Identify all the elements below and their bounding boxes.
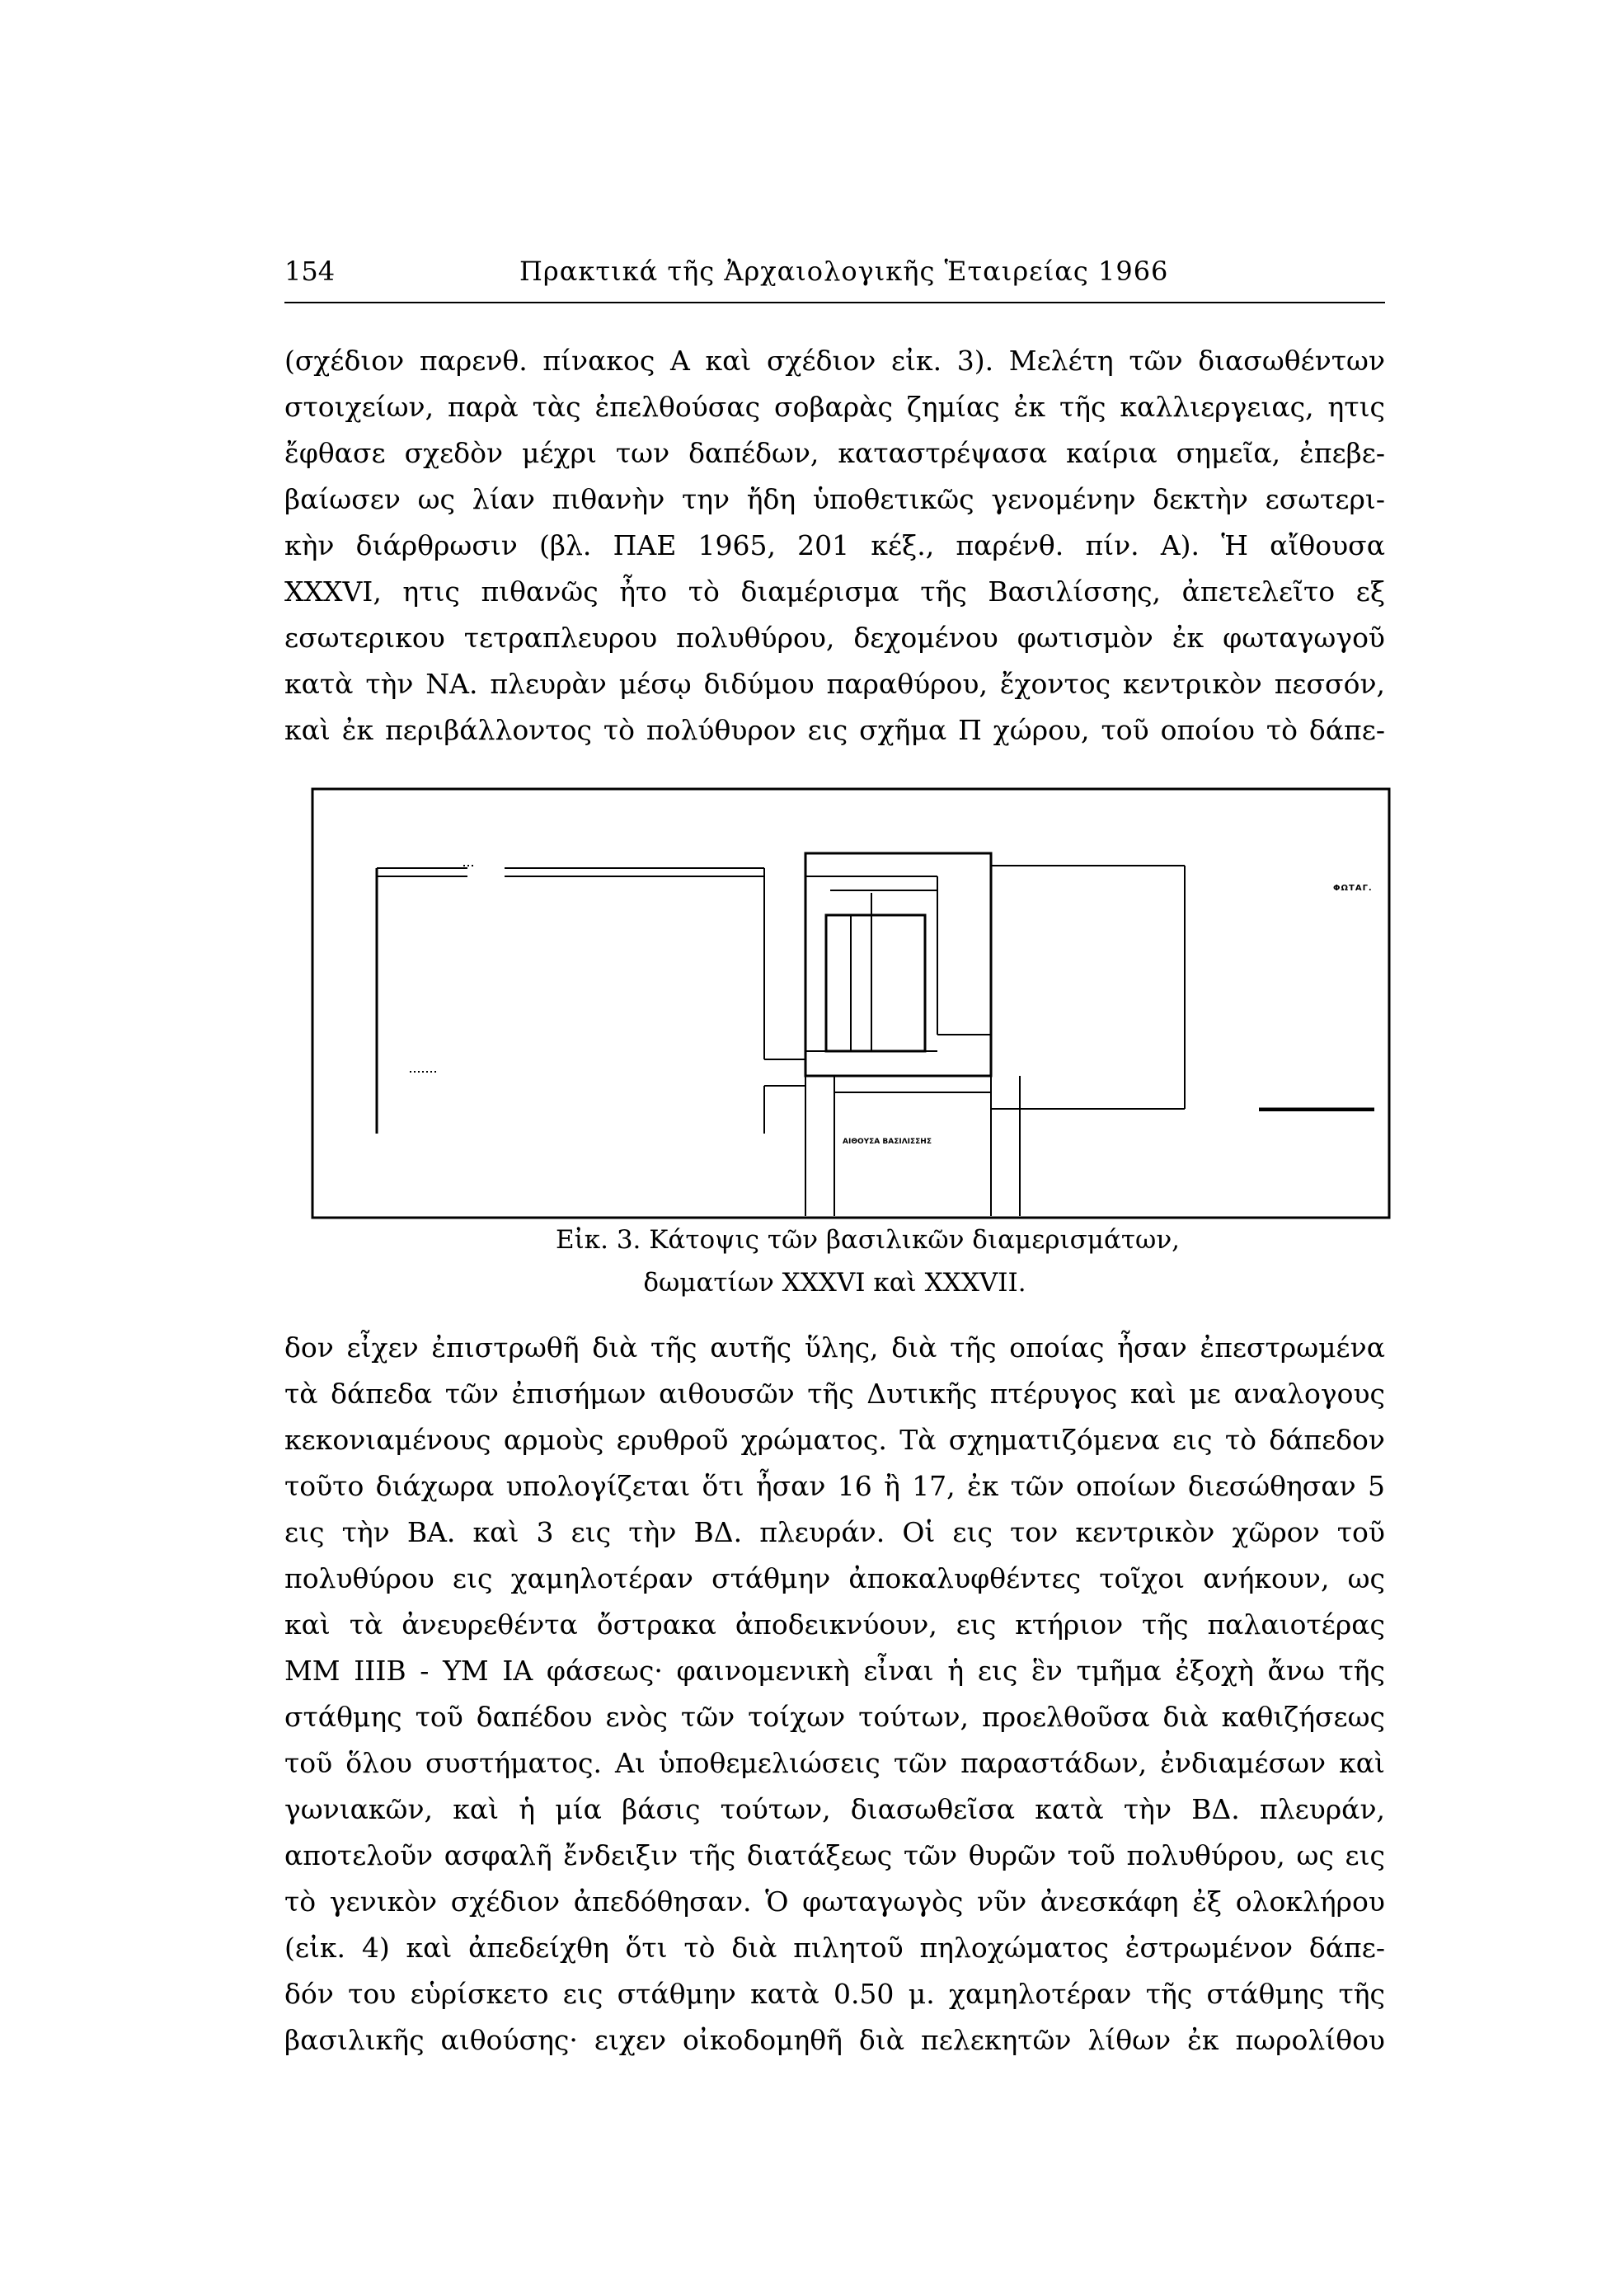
text-line: (εἰκ. 4) καὶ ἀπεδείχθη ὅτι τὸ διὰ πιλητοῦ πηλοχώματος ἐστρωμένον δάπε- bbox=[284, 1932, 1385, 1964]
paragraph-bottom bbox=[284, 1325, 1385, 2064]
text-line: κὴν διάρθρωσιν (βλ. ΠΑΕ 1965, 201 κέξ., παρένθ. πίν. Α). Ἡ αἴθουσα bbox=[284, 529, 1385, 561]
text-line: στάθμης τοῦ δαπέδου ενὸς τῶν τοίχων τούτων, προελθοῦσα διὰ καθιζήσεως bbox=[284, 1701, 1385, 1733]
text-line: καὶ τὰ ἀνευρεθέντα ὄστρακα ἀποδεικνύουν, εις κτήριον τῆς παλαιοτέρας bbox=[284, 1608, 1385, 1641]
page-header bbox=[284, 256, 1385, 297]
text-line: γωνιακῶν, καὶ ἡ μία βάσις τούτων, διασωθεῖσα κατὰ τὴν ΒΔ. πλευράν, bbox=[284, 1793, 1385, 1825]
caption-line-1: Εἰκ. 3. Κάτοψις τῶν βασιλικῶν διαμερισμάτων, bbox=[555, 1225, 1181, 1255]
text-line: ἔφθασε σχεδὸν μέχρι των δαπέδων, καταστρέψασα καίρια σημεῖα, ἐπεβε- bbox=[284, 437, 1385, 469]
text-line: τὰ δάπεδα τῶν ἐπισήμων αιθουσῶν τῆς Δυτικῆς πτέρυγος καὶ με αναλογους bbox=[284, 1378, 1385, 1410]
text-line: εσωτερικου τετραπλευρου πολυθύρου, δεχομένου φωτισμὸν ἐκ φωταγωγοῦ bbox=[284, 622, 1385, 654]
text-line: εις τὴν ΒΑ. καὶ 3 εις τὴν ΒΔ. πλευράν. Οἱ εις τον κεντρικὸν χῶρον τοῦ bbox=[284, 1516, 1385, 1548]
text-line: βαίωσεν ως λίαν πιθανὴν την ἤδη ὑποθετικῶς γενομένην δεκτὴν εσωτερι- bbox=[284, 483, 1385, 515]
text-line: ΜΜ ΙΙΙΒ - ΥΜ ΙΑ φάσεως· φαινομενικὴ εἶναι ἡ εις ἓν τμῆμα ἐξοχὴ ἄνω τῆς bbox=[284, 1655, 1385, 1687]
text-line: αποτελοῦν ασφαλῆ ἔνδειξιν τῆς διατάξεως τῶν θυρῶν τοῦ πολυθύρου, ως εις bbox=[284, 1839, 1385, 1871]
text-line: κεκονιαμένους αρμοὺς ερυθροῦ χρώματος. Τὰ σχηματιζόμενα εις τὸ δάπεδον bbox=[284, 1424, 1385, 1456]
figure-caption bbox=[284, 1218, 1385, 1304]
floor-plan-figure bbox=[311, 787, 1391, 1220]
text-line: δον εἶχεν ἐπιστρωθῆ διὰ τῆς αυτῆς ὕλης, διὰ τῆς οποίας ἦσαν ἐπεστρωμένα bbox=[284, 1331, 1385, 1364]
label-queen-hall: ΑΙΘΟΥΣΑ ΒΑΣΙΛΙΣΣΗΣ bbox=[843, 1138, 932, 1146]
paragraph-top bbox=[284, 338, 1385, 754]
label-light-well: ΦΩΤΑΓ. bbox=[1333, 884, 1373, 893]
floor-plan-drawing bbox=[311, 787, 1391, 1220]
running-title: Πρακτικά τῆς Ἀρχαιολογικῆς Ἑταιρείας 1966 bbox=[519, 256, 1169, 287]
text-line: κατὰ τὴν ΝΑ. πλευρὰν μέσῳ διδύμου παραθύρου, ἔχοντος κεντρικὸν πεσσόν, bbox=[284, 668, 1385, 700]
floor-plan-lines bbox=[312, 789, 1389, 1218]
header-rule bbox=[284, 302, 1385, 303]
text-line: τοῦ ὅλου συστήματος. Αι ὑποθεμελιώσεις τῶν παραστάδων, ἐνδιαμέσων καὶ bbox=[284, 1747, 1385, 1779]
text-line: τοῦτο διάχωρα υπολογίζεται ὅτι ἦσαν 16 ἢ 17, ἐκ τῶν οποίων διεσώθησαν 5 bbox=[284, 1470, 1385, 1502]
text-line: πολυθύρου εις χαμηλοτέραν στάθμην ἀποκαλυφθέντες τοῖχοι ανήκουν, ως bbox=[284, 1562, 1385, 1594]
text-line: XXXVI, ητις πιθανῶς ἦτο τὸ διαμέρισμα τῆς Βασιλίσσης, ἀπετελεῖτο εξ bbox=[284, 575, 1385, 608]
page-number: 154 bbox=[284, 256, 336, 287]
caption-line-2: δωματίων XXXVI καὶ XXXVII. bbox=[643, 1268, 1026, 1298]
text-line: καὶ ἐκ περιβάλλοντος τὸ πολύθυρον εις σχῆμα Π χώρου, τοῦ οποίου τὸ δάπε- bbox=[284, 714, 1385, 746]
text-line: δόν του εὑρίσκετο εις στάθμην κατὰ 0.50 μ. χαμηλοτέραν τῆς στάθμης τῆς bbox=[284, 1978, 1385, 2010]
text-line: (σχέδιον παρενθ. πίνακος Α καὶ σχέδιον εἰκ. 3). Μελέτη τῶν διασωθέντων bbox=[284, 345, 1385, 377]
plan-room bbox=[805, 853, 991, 1076]
text-line: τὸ γενικὸν σχέδιον ἀπεδόθησαν. Ὁ φωταγωγὸς νῦν ἀνεσκάφη ἐξ ολοκλήρου bbox=[284, 1885, 1385, 1918]
text-line: στοιχείων, παρὰ τὰς ἐπελθούσας σοβαρὰς ζημίας ἐκ τῆς καλλιεργειας, ητις bbox=[284, 391, 1385, 423]
text-line: βασιλικῆς αιθούσης· ειχεν οἰκοδομηθῆ διὰ πελεκητῶν λίθων ἐκ πωρολίθου bbox=[284, 2024, 1385, 2056]
plan-room bbox=[826, 915, 925, 1051]
